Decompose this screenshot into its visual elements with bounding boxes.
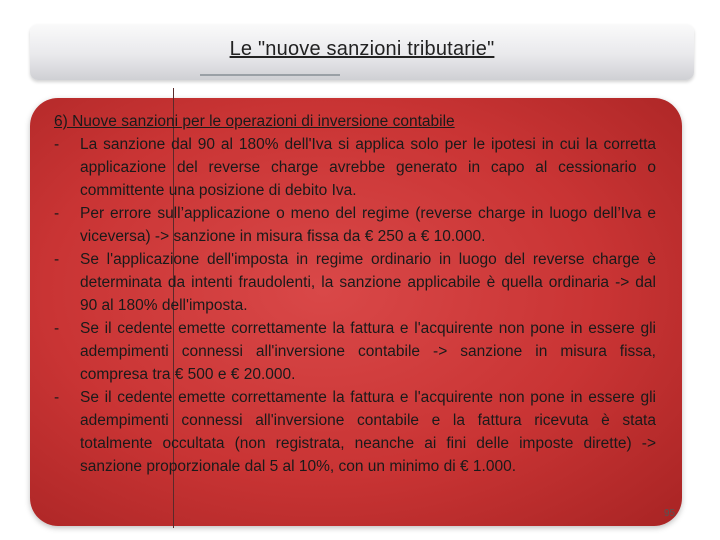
bullet-dash: - xyxy=(54,205,60,222)
list-item xyxy=(54,386,656,478)
bullet-dash: - xyxy=(54,136,60,153)
section-heading: 6) Nuove sanzioni per le operazioni di inversione contabile xyxy=(54,113,455,130)
content-body xyxy=(54,110,656,478)
title-accent-line xyxy=(200,74,340,76)
list-item xyxy=(54,133,656,202)
title-bar xyxy=(30,24,694,80)
bullet-dash: - xyxy=(54,389,60,406)
bullet-dash: - xyxy=(54,251,60,268)
list-item xyxy=(54,202,656,248)
list-item-text: Se l'applicazione dell'imposta in regime ordinario in luogo del reverse charge è determinata da intenti fraudolenti, la sanzione applicabile è quella ordinaria -> dal 90 al 180% dell'imposta. xyxy=(80,251,656,314)
list-item-text: Se il cedente emette correttamente la fattura e l'acquirente non pone in essere gli adempimenti connessi all'inversione contabile -> sanzione in misura fissa, compresa tra € 500 e € 20.000. xyxy=(80,320,656,383)
list-item-text: Per errore sull’applicazione o meno del regime (reverse charge in luogo dell’Iva e viceversa) -> sanzione in misura fissa da € 250 a € 10.000. xyxy=(80,205,656,245)
list-item xyxy=(54,248,656,317)
page-number: 95 xyxy=(664,508,676,519)
slide-title: Le "nuove sanzioni tributarie" xyxy=(229,38,495,60)
bullet-dash: - xyxy=(54,320,60,337)
list-item-text: La sanzione dal 90 al 180% dell'Iva si applica solo per le ipotesi in cui la corretta applicazione del reverse charge avrebbe generato in capo al cessionario o committente una posizione di debito Iva. xyxy=(80,136,656,199)
list-item-text: Se il cedente emette correttamente la fattura e l'acquirente non pone in essere gli adempimenti connessi all'inversione contabile e la fattura ricevuta è stata totalmente occultata (non registrata, neanche ai fini delle imposte dirette) -> sanzione proporzionale dal 5 al 10%, con un minimo di € 1.000. xyxy=(80,389,656,475)
list-item xyxy=(54,317,656,386)
